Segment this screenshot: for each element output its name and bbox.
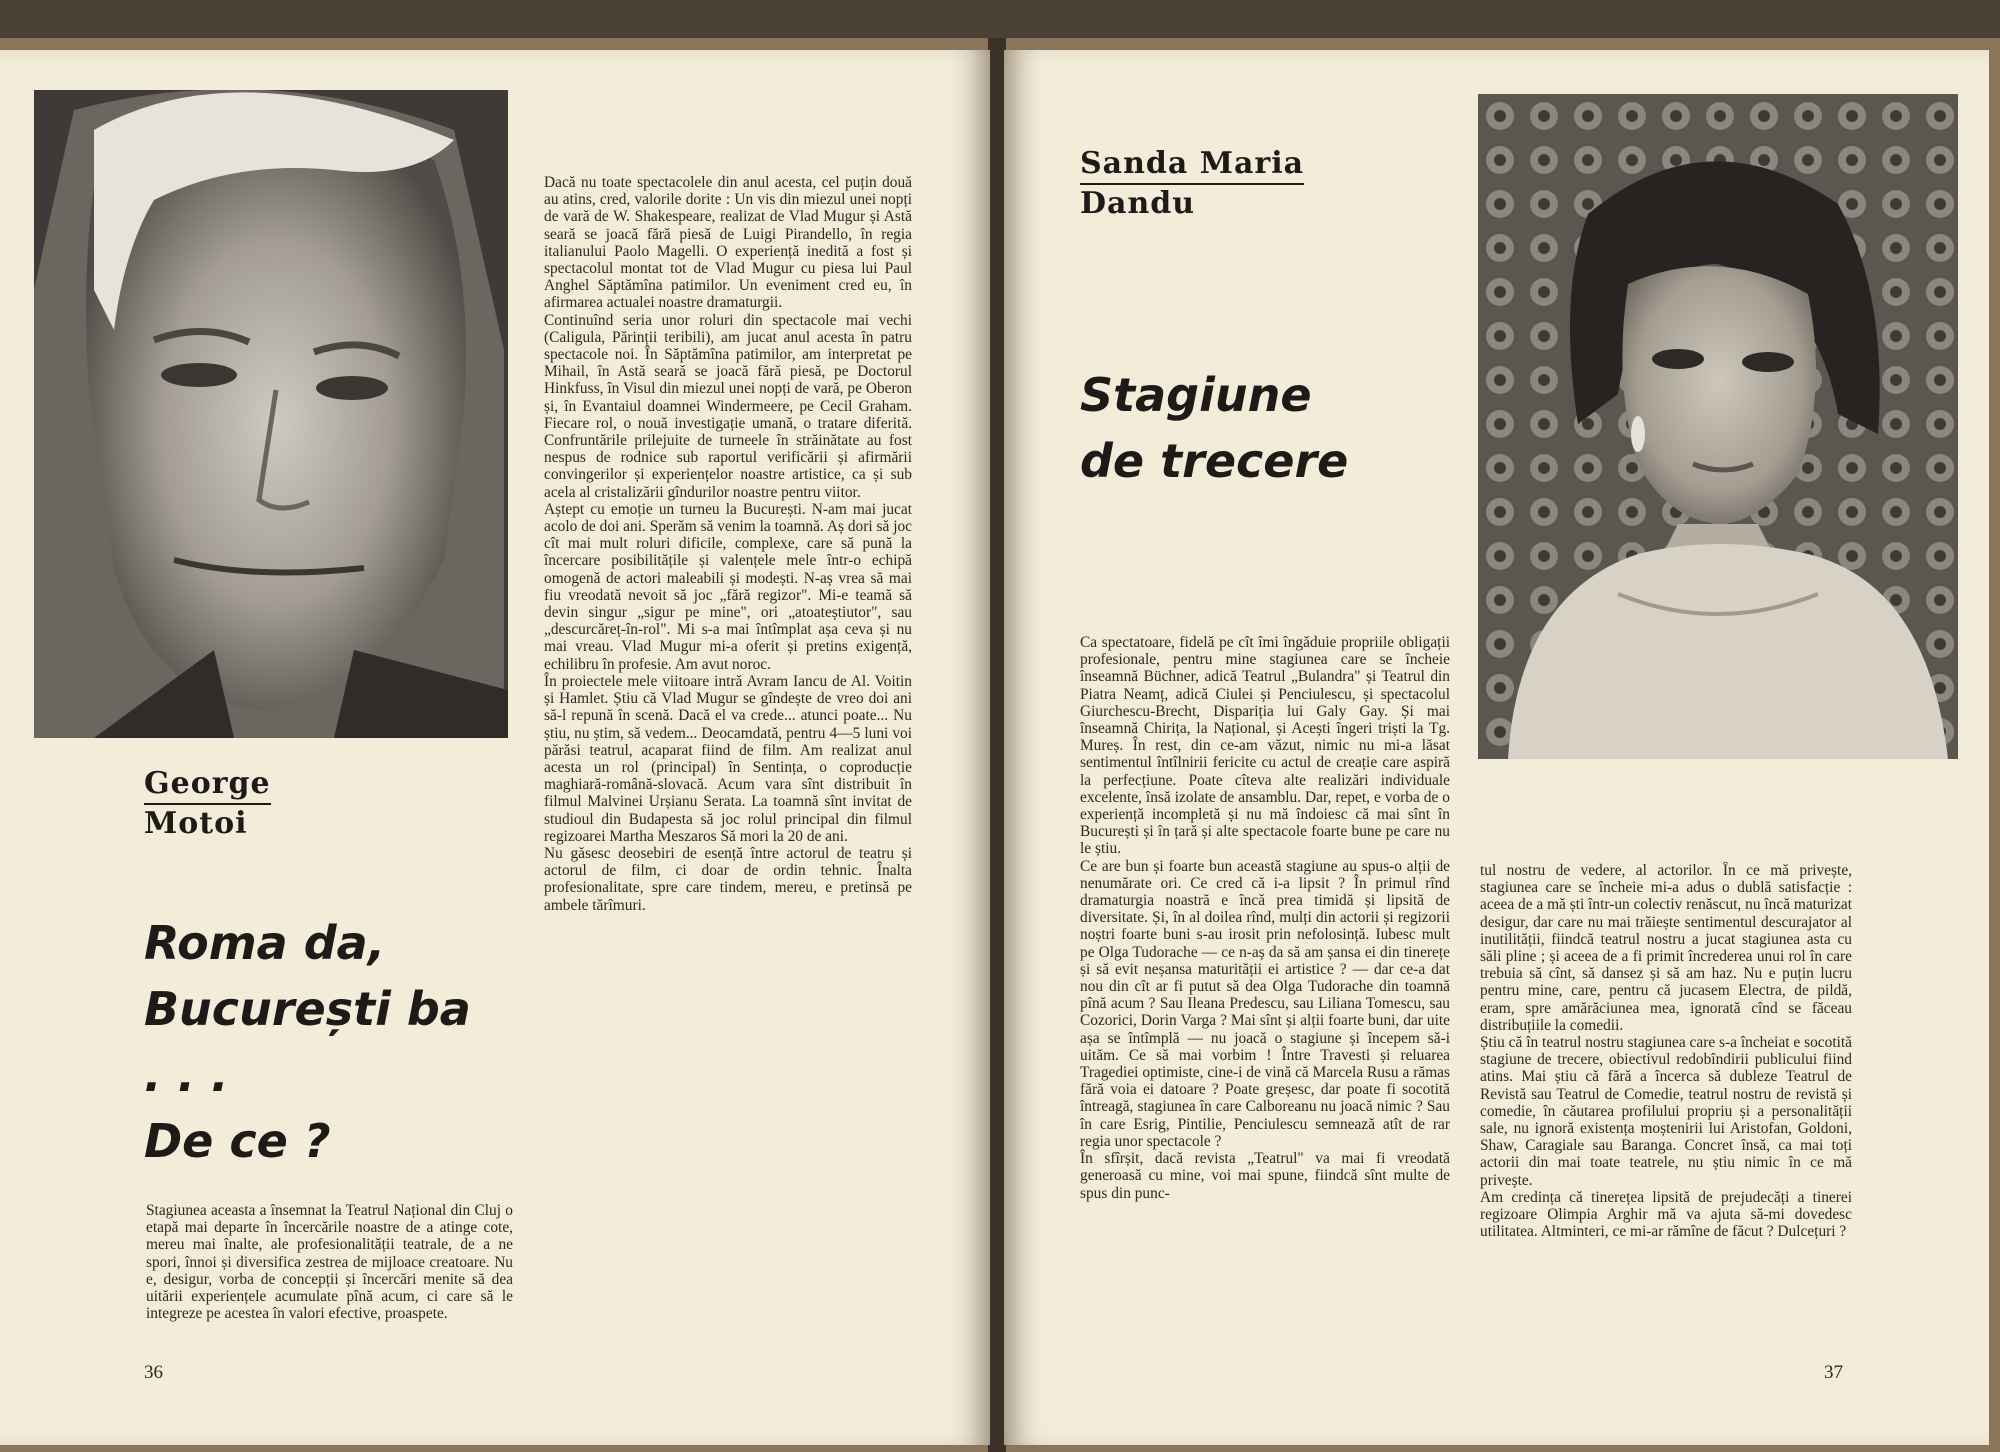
page-number-left: 36: [144, 1362, 163, 1383]
author-first-name: George: [144, 765, 271, 805]
body-column-left: Dacă nu toate spectacolele din anul acesta, cel puțin două au atins, cred, valorile dorite : Un vis din miezul unei nopți de vară de W. Shakespeare, realizat de Vlad Mugur și Astă seară se joacă fără piesă de Luigi Pirandello, în regia italianului Paolo Magelli. O experiență inedită a fost și spectacolul montat tot de Vlad Mugur cu piesa lui Paul Anghel Săptămîna patimilor. Un eveniment cred eu, în afirmarea actualei noastre dramaturgii. Continuînd seria unor roluri din spectacole mai vechi (Caligula, Părinții teribili), am jucat anul acesta în patru spectacole noi. În Săptămîna patimilor, am interpretat pe Mihail, în Astă seară se joacă fără piesă, pe Doctorul Hinkfuss, în Visul din miezul unei nopți de vară, pe Oberon și, în Evantaiul doamnei Windermeere, pe Cecil Graham. Fiecare rol, o nouă investigație umană, o tratare diferită. Confruntările prilejuite de turneele în străinătate au fost nespus de rodnice sub raportul verificării și afirmării convingerilor și experiențelor noastre artistice, ca și sub acela al cristalizării gîndurilor noastre pentru viitor. Aștept cu emoție un turneu la București. N-am mai jucat acolo de doi ani. Sperăm să venim la toamnă. Aș dori să joc cît mai mult roluri dificile, complexe, care să pună la încercare posibilitățile și valențele mele într-o echipă omogenă de actori maleabili și modești. N-aș vrea să mai fiu vreodată nevoit să joc „fără regizor". Mi-e teamă să devin singur „sigur pe mine", ori „atoateștiutor", sau „descurcăreț-în-rol". Mi s-a mai întîmplat așa ceva și nu mai vreau. Vlad Mugur mi-a oferit și pretins exigență, echilibru în profesie. Am avut noroc. În proiectele mele viitoare intră Avram Iancu de Al. Voitin și Hamlet. Știu că Vlad Mugur se gîndește de vreo doi ani să-l repună în scenă. Dacă el va crede... atunci poate... Nu știu, nu știm, să vedem... Deocamdată, pentru 4—5 luni voi părăsi teatrul, acaparat fiind de film. Am realizat anul acesta un rol (principal) în Sentința, o coproducție maghiară-română-slovacă. Acum vara sînt distribuit în filmul Malvinei Urșianu Serata. La toamnă sînt invitat de studioul din Budapesta să joc rolul principal din filmul regizoarei Martha Meszaros Să mori la 20 de ani. Nu găsesc deosebiri de esență între actorul de teatru și actorul de film, ci doar de ordin tehnic. Înalta profesionalitate, spre care tindem, mereu, e pretinsă pe ambele tărîmuri.: [544, 174, 912, 914]
intro-paragraph-left: Stagiunea aceasta a însemnat la Teatrul Național din Cluj o etapă mai departe în încercările noastre de a atinge cote, mereu mai înalte, ale profesionalității teatrale, de a ne spori, înnoi și diversifica zestrea de mijloace creatoare. Nu e, desigur, vorba de concepții și încercări menite să dea uitării experiențele acumulate pînă acum, ci care să le integreze pe acestea în valori efective, proaspete.: [146, 1202, 513, 1323]
magazine-spread: [0, 38, 2000, 1452]
right-page: [1004, 50, 1989, 1445]
author-first-name: Sanda Maria: [1080, 145, 1304, 185]
author-name-left: [144, 765, 271, 843]
article-headline-right: Stagiune de trecere: [1080, 368, 1349, 488]
author-name-right: [1080, 145, 1304, 223]
portrait-photo-sanda-maria-dandu: [1478, 94, 1958, 759]
body-column-right-a: Ca spectatoare, fidelă pe cît îmi îngăduie propriile obligații profesionale, pentru mine stagiunea care se încheie înseamnă Büchner, adică Teatrul „Bulandra" și Teatrul din Piatra Neamț, adică Ciulei și Penciulescu, și spectacolul Giurchescu-Brecht, Dispariția lui Galy Gay. Și mai înseamnă Chirița, la Național, și Acești îngeri triști la Tg. Mureș. În rest, din ce-am văzut, nimic nu mi-a lăsat sentimentul întîlnirii fericite cu actul de creație care aspiră la perfecțiune. Poate cîteva alte realizări individuale excelente, însă izolate de ansamblu. Dar, repet, e vorba de o experiență incompletă și nu mă îndoiesc că mai sînt în București și în țară și alte spectacole foarte bune pe care nu le știu. Ce are bun și foarte bun această stagiune au spus-o alții de nenumărate ori. Ce cred că i-a lipsit ? În primul rînd dramaturgia noastră e încă prea timidă și lipsită de diversitate. Și, în al doilea rînd, mulți din actorii și regizorii noștri foarte buni s-au irosit prin nefolosință. Iubesc mult pe Olga Tudorache — ce n-aș da să am șansa ei din tinerețe și să evit neșansa maturității ei artistice ? — dar ce-a dat nou din cît ar fi putut să dea Olga Tudorache din toamnă pînă acum ? Sau Ileana Predescu, sau Liliana Tomescu, sau Cozorici, Dorin Varga ? Mai sînt și alții foarte buni, dar uite așa se întîmplă — nu joacă o stagiune și începem să-i uităm. Ce să mai vorbim ! Între Travesti și reluarea Tragediei optimiste, cine-i de vină că Marcela Rusu a rămas fără voia ei datoare ? Poate greșesc, dar poate fi socotită întreagă, stagiunea în care Calboreanu nu joacă nimic ? Sau în care Esrig, Pintilie, Penciulescu semnează atît de rar regia unor spectacole ? În sfîrșit, dacă revista „Teatrul" va mai fi vreodată generoasă cu mine, voi mai spune, fiindcă sînt multe de spus din punc-: [1080, 634, 1450, 1202]
article-headline-left: Roma da, București ba . . . De ce ?: [144, 916, 471, 1168]
portrait-photo-george-motoi: [34, 90, 508, 738]
page-number-right: 37: [1824, 1362, 1843, 1383]
left-page: [0, 50, 990, 1445]
author-last-name: Motoi: [144, 806, 248, 841]
body-column-right-b: tul nostru de vedere, al actorilor. În ce mă privește, stagiunea care se încheie mi-a adus o dublă satisfacție : aceea de a mă ști într-un colectiv renăscut, nu încă maturizat desigur, dar care nu mai trăiește sentimentul descurajator al inutilității, fiindcă teatrul nostru a jucat stagiunea asta cu săli pline ; și aceea de a fi primit încrederea unui rol în care trebuia să cînt, să dansez și să am haz. Nu e puțin lucru pentru mine, care, pentru că jucasem Electra, de pildă, eram, spre amărăciunea mea, ignorată cînd se făceau distribuțiile la comedii. Știu că în teatrul nostru stagiunea care s-a încheiat e socotită stagiune de trecere, obiectivul redobîndirii publicului fiind atins. Mai știu că fără a încerca să dubleze Teatrul de Revistă sau Teatrul de Comedie, teatrul nostru de revistă și comedie, în căutarea profilului propriu și a personalității sale, nu ignoră existența moștenirii lui Aristofan, Goldoni, Shaw, Caragiale sau Baranga. Concret însă, ca mai toți actorii din mai toate teatrele, nu știu nimic în ce mă privește. Am credința că tinerețea lipsită de prejudecăți a tinerei regizoare Olimpia Arghir mă va ajuta să-mi dovedesc utilitatea. Altminteri, ce mi-ar rămîne de făcut ? Dulcețuri ?: [1480, 862, 1852, 1241]
author-last-name: Dandu: [1080, 186, 1196, 221]
